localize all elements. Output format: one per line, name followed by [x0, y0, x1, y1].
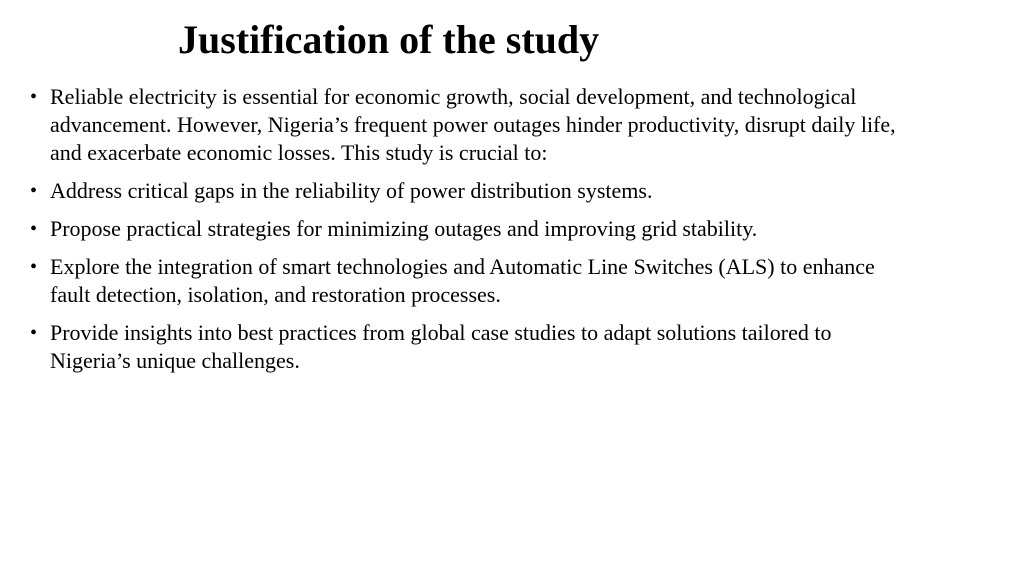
bullet-text: Address critical gaps in the reliability of power distribution systems.: [50, 178, 653, 203]
bullet-icon: •: [30, 256, 38, 278]
bullet-text: Propose practical strategies for minimizing outages and improving grid stability.: [50, 216, 758, 241]
bullet-item: [30, 319, 910, 375]
bullet-text: Provide insights into best practices from global case studies to adapt solutions tailored to Nigeria’s unique challenges.: [50, 320, 832, 373]
bullet-icon: •: [30, 322, 38, 344]
bullet-text: Explore the integration of smart technologies and Automatic Line Switches (ALS) to enhance fault detection, isolation, and restoration processes.: [50, 254, 875, 307]
bullet-icon: •: [30, 218, 38, 240]
bullet-item: [30, 83, 910, 167]
slide-title: Justification of the study: [178, 17, 600, 62]
bullet-icon: •: [30, 180, 38, 202]
bullet-icon: •: [30, 86, 38, 108]
bullet-item: [30, 177, 910, 205]
bullet-text: Reliable electricity is essential for economic growth, social development, and technological advancement. However, Nigeria’s frequent power outages hinder productivity, disrupt daily life, and exacerbate economic losses. This study is crucial to:: [50, 84, 896, 165]
bullet-list: [30, 83, 910, 385]
bullet-item: [30, 215, 910, 243]
bullet-item: [30, 253, 910, 309]
